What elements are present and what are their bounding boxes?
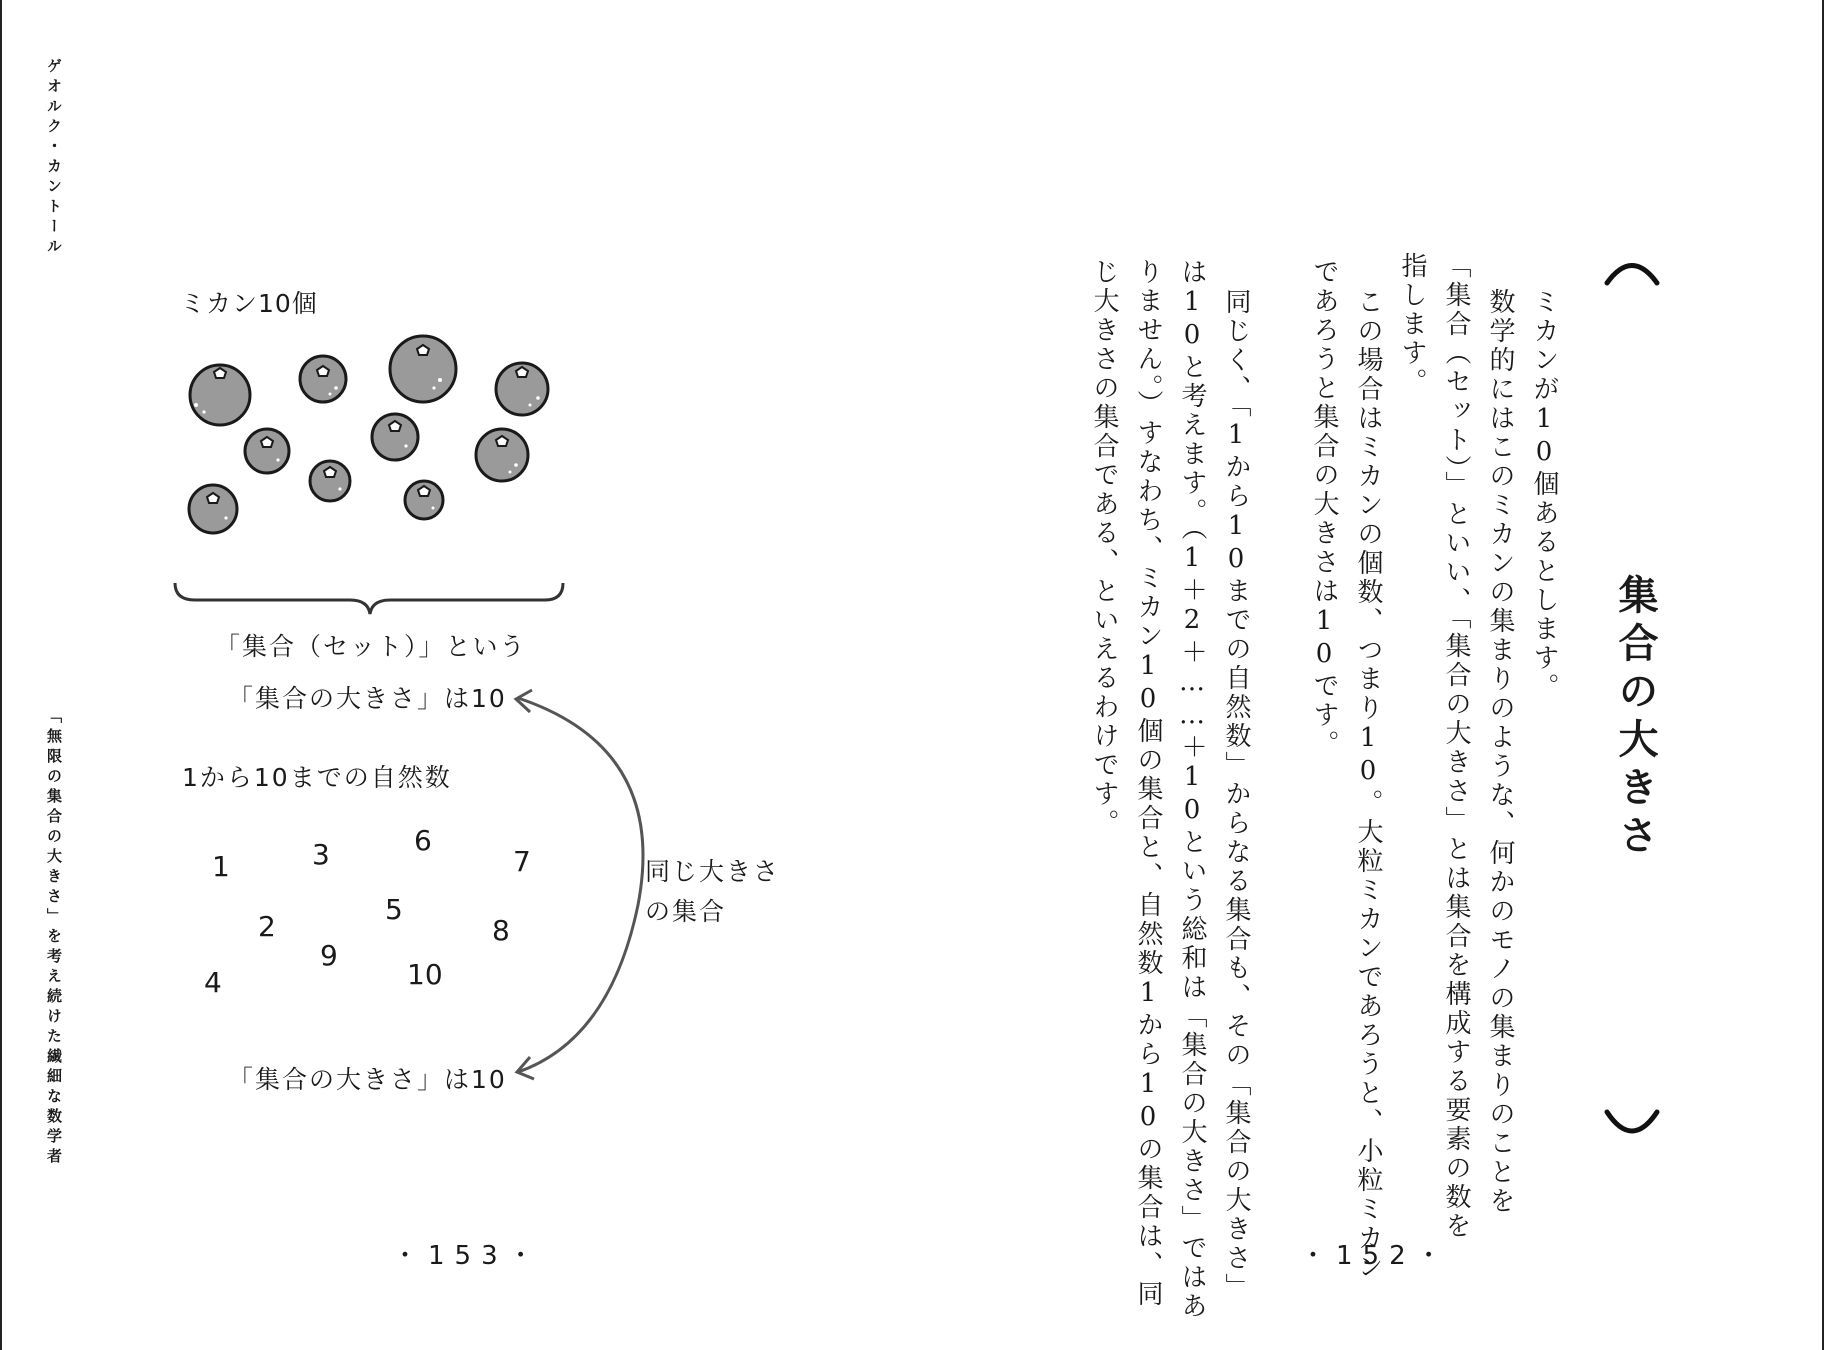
- number-6: 6: [414, 824, 432, 857]
- body-line-3: 「集合（セット）」といい、「集合の大きさ」とは集合を構成する要素の数を: [1441, 252, 1471, 1241]
- number-4: 4: [204, 966, 222, 999]
- body-line-9: りません。）すなわち、ミカン10個の集合と、自然数1から10の集合は、同: [1133, 258, 1163, 1309]
- number-5: 5: [385, 893, 403, 926]
- oranges-label: ミカン10個: [180, 289, 318, 318]
- section-title: 集合の大きさ: [1612, 574, 1658, 862]
- running-head-author: ゲオルク・カントール: [45, 58, 63, 258]
- same-size-label-line2: の集合: [645, 897, 727, 926]
- number-2: 2: [258, 910, 276, 943]
- bottom-size-label: 「集合の大きさ」は10: [228, 1065, 507, 1094]
- body-line-4: 指します。: [1397, 252, 1427, 397]
- body-line-8: は10と考えます。（1＋2＋……＋10という総和は「集合の大きさ」ではあ: [1177, 258, 1207, 1321]
- page-number-right: ・152・: [1300, 1241, 1452, 1271]
- body-line-10: じ大きさの集合である、といえるわけです。: [1089, 258, 1119, 838]
- body-line-5: この場合はミカンの個数、つまり10。大粒ミカンであろうと、小粒ミカン: [1353, 288, 1383, 1282]
- numbers-label: 1から10までの自然数: [182, 763, 452, 792]
- number-10: 10: [407, 958, 443, 991]
- number-3: 3: [312, 838, 330, 871]
- number-1: 1: [212, 850, 230, 883]
- page-number-left: ・153・: [392, 1241, 544, 1271]
- number-7: 7: [513, 845, 531, 878]
- number-8: 8: [492, 914, 510, 947]
- body-line-1: ミカンが10個あるとします。: [1529, 288, 1559, 702]
- same-size-label-line1: 同じ大きさ: [645, 857, 781, 886]
- body-line-6: であろうと集合の大きさは10です。: [1309, 258, 1339, 759]
- top-size-label: 「集合の大きさ」は10: [228, 684, 507, 713]
- title-arc-top: [1607, 266, 1657, 284]
- body-line-2: 数学的にはこのミカンの集まりのような、何かのモノの集まりのことを: [1485, 288, 1515, 1216]
- number-9: 9: [320, 939, 338, 972]
- brace-label: 「集合（セット）」という: [215, 632, 527, 661]
- running-head-subtitle: 「無限の集合の大きさ」を考え続けた繊細な数学者: [45, 708, 63, 1168]
- body-line-7: 同じく、「1から10までの自然数」からなる集合も、その「集合の大きさ」: [1221, 288, 1251, 1302]
- title-arc-bottom: [1607, 1112, 1657, 1131]
